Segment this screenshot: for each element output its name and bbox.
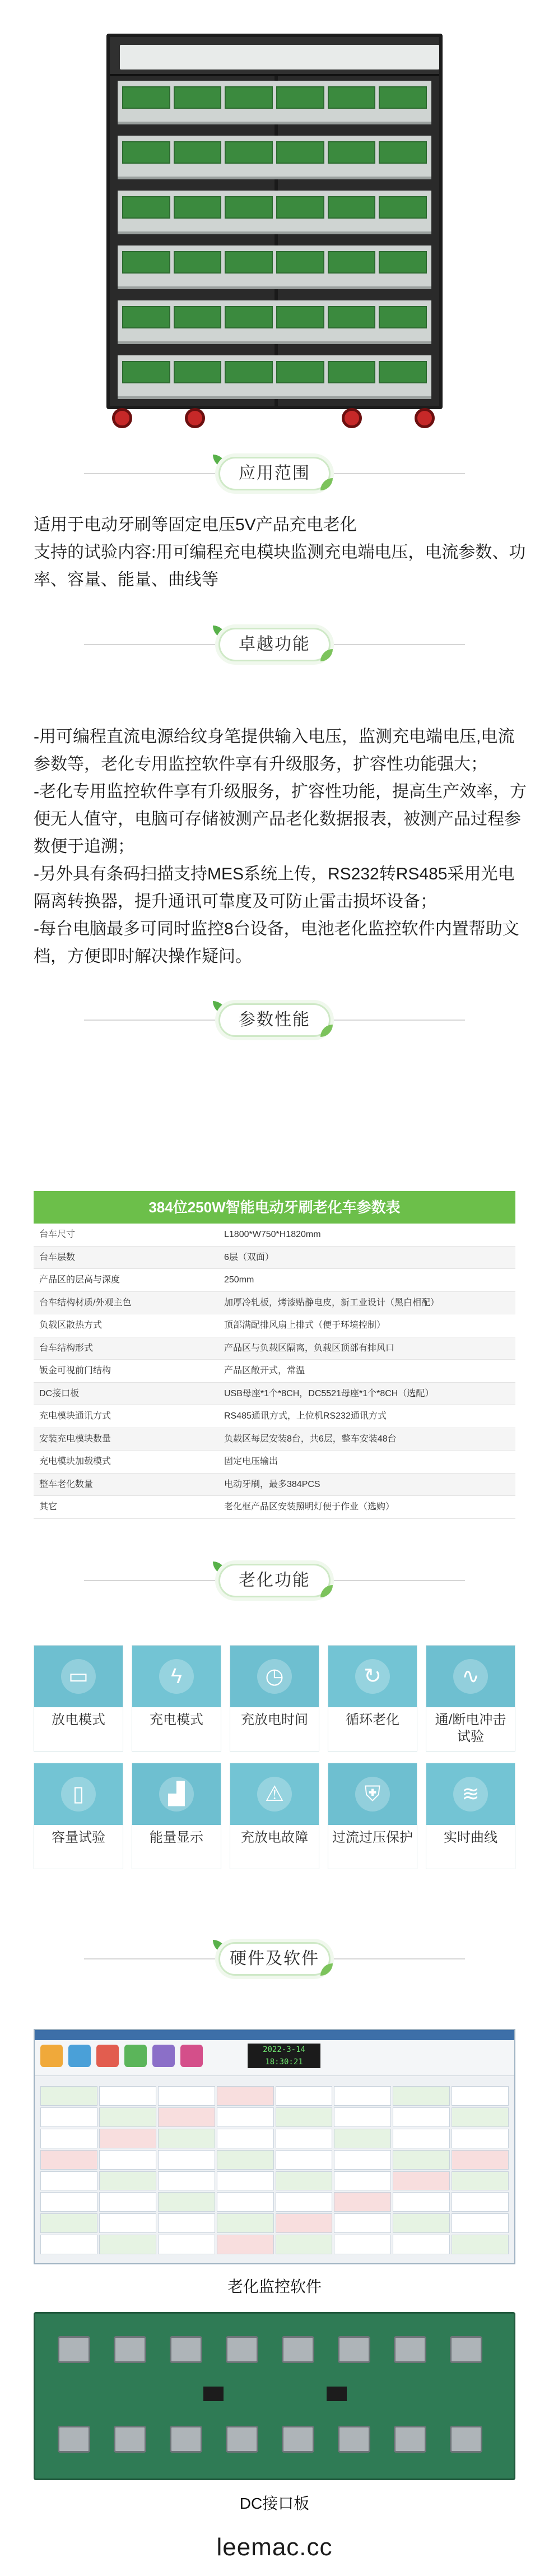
channel-cell[interactable] bbox=[217, 2213, 274, 2233]
section-header-features bbox=[0, 622, 549, 667]
table-row bbox=[34, 1428, 515, 1451]
caster-wheel-icon bbox=[342, 408, 362, 428]
section-header-hardware bbox=[0, 1936, 549, 1981]
toolbar-icon bbox=[180, 2045, 203, 2067]
channel-cell[interactable] bbox=[276, 2171, 333, 2191]
feature-label: 充电模式 bbox=[150, 1712, 203, 1727]
feature-card bbox=[34, 1645, 123, 1752]
rack-shelf bbox=[118, 355, 431, 399]
param-key: 台车结构形式 bbox=[39, 1343, 94, 1353]
channel-cell[interactable] bbox=[99, 2107, 156, 2127]
table-row bbox=[34, 1292, 515, 1315]
param-key: 钣金可视前门结构 bbox=[39, 1366, 111, 1375]
params-table-body bbox=[34, 1224, 515, 1519]
param-key: 充电模块加载模式 bbox=[39, 1457, 111, 1466]
channel-cell[interactable] bbox=[452, 2086, 509, 2106]
param-value: 250mm bbox=[224, 1275, 254, 1285]
channel-cell[interactable] bbox=[334, 2192, 391, 2212]
usb-port-icon bbox=[338, 2336, 370, 2363]
param-key: 产品区的层高与深度 bbox=[39, 1275, 120, 1285]
channel-cell[interactable] bbox=[217, 2086, 274, 2106]
caster-wheel-icon bbox=[185, 408, 205, 428]
usb-port-icon bbox=[394, 2336, 426, 2363]
channel-grid bbox=[40, 2086, 509, 2254]
feature-label: 充放电故障 bbox=[241, 1830, 308, 1845]
channel-cell[interactable] bbox=[334, 2150, 391, 2170]
table-row bbox=[34, 1314, 515, 1337]
channel-cell[interactable] bbox=[99, 2235, 156, 2254]
rack-shelf bbox=[118, 81, 431, 124]
product-photo bbox=[0, 0, 549, 448]
feature-label: 循环老化 bbox=[346, 1712, 399, 1727]
section-title: 卓越功能 bbox=[218, 628, 331, 661]
table-row bbox=[34, 1383, 515, 1406]
channel-cell[interactable] bbox=[40, 2235, 97, 2254]
table-row bbox=[34, 1269, 515, 1292]
table-row bbox=[34, 1224, 515, 1247]
section-title: 应用范围 bbox=[218, 457, 331, 490]
channel-cell[interactable] bbox=[276, 2192, 333, 2212]
channel-cell[interactable] bbox=[276, 2107, 333, 2127]
channel-cell[interactable] bbox=[334, 2235, 391, 2254]
battery-icon: ▭ bbox=[61, 1659, 96, 1694]
feature-label: 容量试验 bbox=[52, 1830, 105, 1845]
channel-cell[interactable] bbox=[452, 2129, 509, 2148]
channel-cell[interactable] bbox=[99, 2086, 156, 2106]
param-value: L1800*W750*H1820mm bbox=[224, 1230, 321, 1239]
application-text bbox=[34, 511, 527, 594]
channel-cell[interactable] bbox=[40, 2192, 97, 2212]
usb-port-icon bbox=[170, 2336, 202, 2363]
channel-cell[interactable] bbox=[40, 2150, 97, 2170]
channel-cell[interactable] bbox=[276, 2213, 333, 2233]
param-value: 产品区敞开式，常温 bbox=[224, 1366, 305, 1375]
usb-port-icon bbox=[114, 2336, 146, 2363]
chip-icon bbox=[327, 2387, 347, 2401]
channel-cell[interactable] bbox=[217, 2171, 274, 2191]
section-title: 硬件及软件 bbox=[218, 1942, 331, 1976]
waveform-icon: ∿ bbox=[453, 1659, 488, 1694]
channel-cell[interactable] bbox=[217, 2129, 274, 2148]
params-table bbox=[34, 1191, 515, 1519]
channel-cell[interactable] bbox=[217, 2235, 274, 2254]
feature-card bbox=[426, 1645, 515, 1752]
dc-port-icon bbox=[170, 2426, 202, 2453]
feature-line: -老化专用监控软件享有升级服务，扩容性功能，提高生产效率，方便无人值守，电脑可存储被测产品老化数据报表，被测产品过程参数便于追溯； bbox=[34, 782, 527, 856]
rack-top-panel bbox=[110, 37, 439, 76]
param-key: 安装充电模块数量 bbox=[39, 1434, 111, 1444]
toolbar-icon bbox=[96, 2045, 119, 2067]
channel-cell[interactable] bbox=[393, 2086, 450, 2106]
channel-cell[interactable] bbox=[40, 2107, 97, 2127]
table-row bbox=[34, 1247, 515, 1270]
rack-control-panel bbox=[120, 45, 439, 70]
fault-icon: ⚠ bbox=[257, 1777, 292, 1811]
rack-shelf bbox=[118, 300, 431, 344]
feature-card bbox=[230, 1763, 319, 1869]
dc-port-icon bbox=[58, 2426, 90, 2453]
rack-shelf bbox=[118, 245, 431, 289]
dc-interface-board-image bbox=[34, 2312, 515, 2480]
channel-cell[interactable] bbox=[334, 2213, 391, 2233]
channel-cell[interactable] bbox=[99, 2171, 156, 2191]
channel-cell[interactable] bbox=[452, 2107, 509, 2127]
param-key: 其它 bbox=[39, 1502, 58, 1512]
channel-cell[interactable] bbox=[334, 2129, 391, 2148]
site-watermark: leemac.cc bbox=[216, 2533, 333, 2561]
param-key: 整车老化数量 bbox=[39, 1479, 94, 1489]
channel-cell[interactable] bbox=[393, 2150, 450, 2170]
application-line: 支持的试验内容:用可编程充电模块监测充电端电压，电流参数、功率、容量、能量、曲线等 bbox=[34, 543, 526, 589]
channel-cell[interactable] bbox=[40, 2129, 97, 2148]
feature-label: 充放电时间 bbox=[241, 1712, 308, 1727]
channel-cell[interactable] bbox=[158, 2192, 215, 2212]
section-title: 参数性能 bbox=[218, 1003, 331, 1037]
section-header-application bbox=[0, 451, 549, 496]
section-title: 老化功能 bbox=[218, 1564, 331, 1597]
channel-cell[interactable] bbox=[99, 2192, 156, 2212]
param-value: 电动牙刷，最多384PCS bbox=[224, 1479, 320, 1489]
chip-icon bbox=[203, 2387, 224, 2401]
channel-cell[interactable] bbox=[452, 2150, 509, 2170]
param-key: 台车结构材质/外观主色 bbox=[39, 1298, 132, 1308]
channel-cell[interactable] bbox=[452, 2192, 509, 2212]
channel-cell[interactable] bbox=[393, 2213, 450, 2233]
channel-cell[interactable] bbox=[276, 2150, 333, 2170]
feature-card bbox=[230, 1645, 319, 1752]
param-value: 顶部满配排风扇上排式（便于环境控制） bbox=[224, 1321, 386, 1330]
channel-cell[interactable] bbox=[99, 2213, 156, 2233]
toolbar-icon bbox=[124, 2045, 147, 2067]
channel-cell[interactable] bbox=[393, 2235, 450, 2254]
feature-card bbox=[132, 1645, 221, 1752]
feature-label: 能量显示 bbox=[150, 1830, 203, 1845]
param-key: DC接口板 bbox=[39, 1388, 80, 1398]
channel-cell[interactable] bbox=[158, 2171, 215, 2191]
table-row bbox=[34, 1405, 515, 1428]
dc-port-icon bbox=[394, 2426, 426, 2453]
features-text bbox=[34, 723, 527, 970]
channel-cell[interactable] bbox=[276, 2235, 333, 2254]
rack-shelf bbox=[118, 191, 431, 234]
channel-cell[interactable] bbox=[158, 2107, 215, 2127]
channel-cell[interactable] bbox=[334, 2107, 391, 2127]
channel-cell[interactable] bbox=[40, 2213, 97, 2233]
dc-port-icon bbox=[338, 2426, 370, 2453]
param-value: RS485通讯方式，上位机RS232通讯方式 bbox=[224, 1411, 387, 1421]
monitoring-software-screenshot bbox=[34, 2029, 515, 2264]
cycle-battery-icon: ↻ bbox=[355, 1659, 390, 1694]
feature-label: 实时曲线 bbox=[444, 1830, 497, 1845]
dc-port-icon bbox=[226, 2426, 258, 2453]
usb-port-icon bbox=[58, 2336, 90, 2363]
aging-rack-image bbox=[106, 34, 443, 409]
software-clock bbox=[248, 2044, 320, 2068]
table-row bbox=[34, 1360, 515, 1383]
software-titlebar bbox=[35, 2030, 514, 2040]
table-row bbox=[34, 1496, 515, 1519]
channel-cell[interactable] bbox=[40, 2171, 97, 2191]
toolbar-icon bbox=[152, 2045, 175, 2067]
channel-cell[interactable] bbox=[158, 2150, 215, 2170]
params-table-title: 384位250W智能电动牙刷老化车参数表 bbox=[34, 1191, 515, 1224]
caster-wheel-icon bbox=[415, 408, 435, 428]
feature-line: -另外具有条码扫描支持MES系统上传，RS232转RS485采用光电隔离转换器，提升通讯可靠度及可防止雷击损坏设备； bbox=[34, 865, 515, 911]
usb-port-icon bbox=[450, 2336, 482, 2363]
plug-icon: ϟ bbox=[159, 1659, 194, 1694]
param-value: 6层（双面） bbox=[224, 1252, 274, 1262]
channel-cell[interactable] bbox=[334, 2171, 391, 2191]
feature-label: 过流过压保护 bbox=[332, 1830, 413, 1845]
feature-card bbox=[132, 1763, 221, 1869]
feature-label: 通/断电冲击试验 bbox=[435, 1712, 506, 1744]
feature-card bbox=[426, 1763, 515, 1869]
table-row bbox=[34, 1451, 515, 1474]
pcb-caption: DC接口板 bbox=[239, 2495, 310, 2512]
curve-icon: ≋ bbox=[453, 1777, 488, 1811]
channel-cell[interactable] bbox=[393, 2129, 450, 2148]
section-header-aging bbox=[0, 1558, 549, 1603]
battery-charge-icon: ▯ bbox=[61, 1777, 96, 1811]
param-value: 加厚冷轧板，烤漆贴静电皮，新工业设计（黑白相配） bbox=[224, 1298, 440, 1308]
channel-cell[interactable] bbox=[158, 2129, 215, 2148]
dc-port-icon bbox=[450, 2426, 482, 2453]
caster-wheel-icon bbox=[112, 408, 132, 428]
param-key: 台车层数 bbox=[39, 1252, 76, 1262]
toolbar-icon bbox=[40, 2045, 63, 2067]
table-row bbox=[34, 1474, 515, 1497]
clock-time: 18:30:21 bbox=[265, 2058, 303, 2067]
aging-feature-grid bbox=[34, 1645, 515, 1875]
feature-card bbox=[328, 1763, 417, 1869]
channel-cell[interactable] bbox=[158, 2086, 215, 2106]
feature-line: -用可编程直流电源给纹身笔提供输入电压，监测充电端电压,电流参数等，老化专用监控软件享有升级服务，扩容性功能强大； bbox=[34, 728, 515, 773]
usb-port-icon bbox=[282, 2336, 314, 2363]
param-value: 老化框产品区安装照明灯便于作业（选购） bbox=[224, 1502, 395, 1512]
channel-cell[interactable] bbox=[393, 2107, 450, 2127]
channel-cell[interactable] bbox=[40, 2086, 97, 2106]
channel-cell[interactable] bbox=[99, 2129, 156, 2148]
channel-cell[interactable] bbox=[452, 2235, 509, 2254]
param-value: 固定电压输出 bbox=[224, 1457, 278, 1466]
channel-cell[interactable] bbox=[393, 2192, 450, 2212]
rack-shelf bbox=[118, 136, 431, 179]
channel-cell[interactable] bbox=[158, 2213, 215, 2233]
param-value: 产品区与负载区隔离，负载区顶部有排风口 bbox=[224, 1343, 395, 1353]
section-header-params bbox=[0, 998, 549, 1043]
feature-card bbox=[34, 1763, 123, 1869]
channel-cell[interactable] bbox=[99, 2150, 156, 2170]
shield-icon: ⛨ bbox=[355, 1777, 390, 1811]
software-caption: 老化监控软件 bbox=[227, 2278, 322, 2295]
feature-line: -每台电脑最多可同时监控8台设备，电池老化监控软件内置帮助文档，方便即时解决操作疑问。 bbox=[34, 920, 519, 966]
param-key: 充电模块通讯方式 bbox=[39, 1411, 111, 1421]
table-row bbox=[34, 1337, 515, 1360]
channel-cell[interactable] bbox=[276, 2086, 333, 2106]
application-line: 适用于电动牙刷等固定电压5V产品充电老化 bbox=[34, 516, 357, 534]
channel-cell[interactable] bbox=[217, 2192, 274, 2212]
param-key: 负载区散热方式 bbox=[39, 1321, 103, 1330]
chart-icon: ▟ bbox=[159, 1777, 194, 1811]
param-value: 负载区每层安装8台，共6层，整车安装48台 bbox=[224, 1434, 397, 1444]
channel-cell[interactable] bbox=[158, 2235, 215, 2254]
channel-cell[interactable] bbox=[276, 2129, 333, 2148]
feature-card bbox=[328, 1645, 417, 1752]
clock-icon: ◷ bbox=[257, 1659, 292, 1694]
dc-port-icon bbox=[282, 2426, 314, 2453]
usb-port-icon bbox=[226, 2336, 258, 2363]
param-key: 台车尺寸 bbox=[39, 1230, 76, 1239]
channel-cell[interactable] bbox=[393, 2171, 450, 2191]
channel-cell[interactable] bbox=[452, 2171, 509, 2191]
channel-cell[interactable] bbox=[217, 2107, 274, 2127]
param-value: USB母座*1个*8CH，DC5521母座*1个*8CH（选配） bbox=[224, 1388, 434, 1398]
toolbar-icon bbox=[68, 2045, 91, 2067]
clock-date: 2022-3-14 bbox=[263, 2045, 305, 2054]
feature-label: 放电模式 bbox=[52, 1712, 105, 1727]
channel-cell[interactable] bbox=[334, 2086, 391, 2106]
channel-cell[interactable] bbox=[452, 2213, 509, 2233]
dc-port-icon bbox=[114, 2426, 146, 2453]
channel-cell[interactable] bbox=[217, 2150, 274, 2170]
